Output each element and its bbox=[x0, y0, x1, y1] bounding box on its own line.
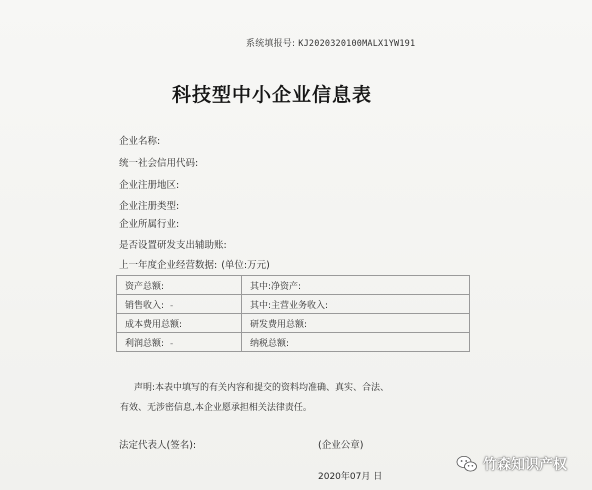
field-company-name bbox=[119, 133, 164, 147]
signature-date: 2020年07月 日 bbox=[318, 472, 383, 482]
field-registration-type bbox=[119, 198, 183, 212]
field-label: 是否设置研发支出辅助账: bbox=[119, 240, 227, 251]
cell-label: 纳税总额: bbox=[250, 338, 290, 349]
table-cell bbox=[117, 314, 242, 333]
system-number bbox=[246, 36, 415, 49]
table-cell bbox=[242, 295, 470, 314]
table-cell bbox=[242, 333, 470, 352]
wechat-icon bbox=[456, 455, 478, 473]
legal-representative-signature: 法定代表人(签名): bbox=[119, 440, 197, 451]
field-industry bbox=[119, 216, 183, 230]
declaration-line-1: 声明:本表中填写的有关内容和提交的资料均准确、真实、合法、 bbox=[134, 383, 390, 393]
cell-label: 研发费用总额: bbox=[250, 319, 308, 330]
cell-label: 其中:主营业务收入: bbox=[250, 300, 329, 311]
finance-table bbox=[116, 275, 470, 352]
field-label: 企业注册地区: bbox=[119, 180, 180, 191]
cell-value: - bbox=[170, 300, 174, 311]
table-row bbox=[117, 295, 470, 314]
field-rd-account bbox=[119, 237, 231, 251]
table-row bbox=[117, 333, 470, 352]
table-row bbox=[117, 276, 470, 295]
watermark bbox=[456, 453, 567, 475]
table-cell bbox=[117, 276, 242, 295]
field-label: 企业注册类型: bbox=[119, 201, 180, 212]
field-credit-code bbox=[119, 155, 202, 169]
field-unit: (单位:万元) bbox=[221, 260, 270, 271]
declaration bbox=[120, 378, 474, 418]
table-cell bbox=[242, 314, 470, 333]
field-label: 企业所属行业: bbox=[119, 219, 180, 230]
watermark-text: 竹森知识产权 bbox=[483, 457, 567, 473]
table-cell bbox=[117, 295, 242, 314]
field-label: 企业名称: bbox=[119, 136, 161, 147]
table-cell bbox=[117, 333, 242, 352]
document-title: 科技型中小企业信息表 bbox=[172, 84, 373, 106]
cell-label: 销售收入: bbox=[125, 300, 165, 311]
field-label: 统一社会信用代码: bbox=[119, 158, 199, 169]
field-operating-data bbox=[119, 257, 270, 271]
field-label: 上一年度企业经营数据: bbox=[119, 260, 218, 271]
cell-value: - bbox=[170, 338, 174, 349]
table-cell bbox=[242, 276, 470, 295]
cell-label: 利润总额: bbox=[125, 338, 165, 349]
cell-label: 其中:净资产: bbox=[250, 281, 302, 292]
declaration-line-2: 有效、无涉密信息,本企业愿承担相关法律责任。 bbox=[120, 403, 312, 413]
cell-label: 成本费用总额: bbox=[125, 319, 183, 330]
field-registration-region bbox=[119, 177, 183, 191]
system-number-label: 系统填报号: bbox=[246, 39, 296, 49]
cell-label: 资产总额: bbox=[125, 281, 165, 292]
system-number-value: KJ2020320100MALX1YW191 bbox=[298, 39, 416, 49]
company-seal: (企业公章) bbox=[318, 440, 364, 451]
table-row bbox=[117, 314, 470, 333]
